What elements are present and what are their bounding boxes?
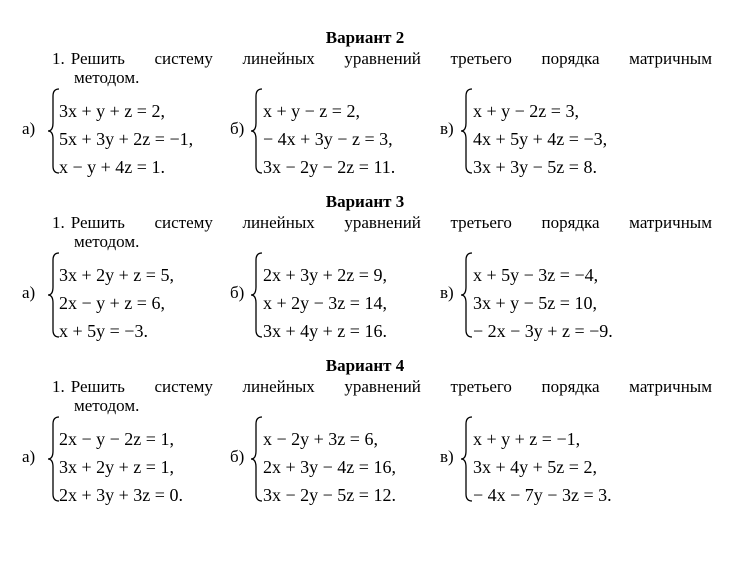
equation: − 4x + 3y − z = 3, xyxy=(263,129,393,149)
task-line2: методом. xyxy=(74,232,140,251)
brace-icon xyxy=(250,87,264,175)
system-label: а) xyxy=(22,447,36,466)
equation: x + 5y − 3z = −4, xyxy=(473,265,599,285)
brace-icon xyxy=(460,87,474,175)
system-label: а) xyxy=(22,283,36,302)
task-line1: Решить систему линейных уравнений третьего порядка матричным xyxy=(70,377,712,396)
system-label: б) xyxy=(230,119,245,138)
equation: x + 2y − 3z = 14, xyxy=(263,293,387,313)
equation: 2x − y + z = 6, xyxy=(59,293,165,313)
equation: 2x + 3y + 3z = 0. xyxy=(59,485,183,505)
task-line1: Решить систему линейных уравнений третьего порядка матричным xyxy=(70,213,712,232)
variant-title: Вариант 4 xyxy=(325,356,405,375)
brace-icon xyxy=(460,415,474,503)
task-text xyxy=(52,377,712,415)
equation: 3x − 2y − 2z = 11. xyxy=(263,157,396,177)
equation: 3x + 2y + z = 1, xyxy=(59,457,174,477)
system-label: в) xyxy=(440,447,454,466)
equation: 3x + y − 5z = 10, xyxy=(473,293,597,313)
system-label: в) xyxy=(440,283,454,302)
equation: x − y + 4z = 1. xyxy=(59,157,165,177)
task-number: 1. xyxy=(52,49,65,68)
equation: 3x + 3y − 5z = 8. xyxy=(473,157,597,177)
variant-title: Вариант 2 xyxy=(325,28,405,47)
equation: x + y − 2z = 3, xyxy=(473,101,579,121)
equation: − 4x − 7y − 3z = 3. xyxy=(473,485,612,505)
equation: 3x + 2y + z = 5, xyxy=(59,265,174,285)
task-number: 1. xyxy=(52,213,65,232)
brace-icon xyxy=(250,415,264,503)
equation: x + y + z = −1, xyxy=(473,429,581,449)
equation: 3x + 4y + z = 16. xyxy=(263,321,387,341)
variant-title: Вариант 3 xyxy=(325,192,405,211)
equation: x − 2y + 3z = 6, xyxy=(263,429,378,449)
equation: 2x + 3y − 4z = 16, xyxy=(263,457,396,477)
brace-icon xyxy=(250,251,264,339)
system-label: б) xyxy=(230,283,245,302)
task-line1: Решить систему линейных уравнений третьего порядка матричным xyxy=(70,49,712,68)
system-label: б) xyxy=(230,447,245,466)
equation: 4x + 5y + 4z = −3, xyxy=(473,129,608,149)
equation: 2x − y − 2z = 1, xyxy=(59,429,174,449)
system-label: а) xyxy=(22,119,36,138)
task-line2: методом. xyxy=(74,68,140,87)
equation: 3x − 2y − 5z = 12. xyxy=(263,485,396,505)
equation: 2x + 3y + 2z = 9, xyxy=(263,265,387,285)
task-number: 1. xyxy=(52,377,65,396)
equation: − 2x − 3y + z = −9. xyxy=(473,321,613,341)
equation: x + y − z = 2, xyxy=(263,101,360,121)
system-label: в) xyxy=(440,119,454,138)
task-text xyxy=(52,213,712,251)
equation: 3x + y + z = 2, xyxy=(59,101,165,121)
task-line2: методом. xyxy=(74,396,140,415)
equation: x + 5y = −3. xyxy=(59,321,148,341)
equation: 5x + 3y + 2z = −1, xyxy=(59,129,194,149)
task-text xyxy=(52,49,712,87)
equation: 3x + 4y + 5z = 2, xyxy=(473,457,597,477)
brace-icon xyxy=(460,251,474,339)
